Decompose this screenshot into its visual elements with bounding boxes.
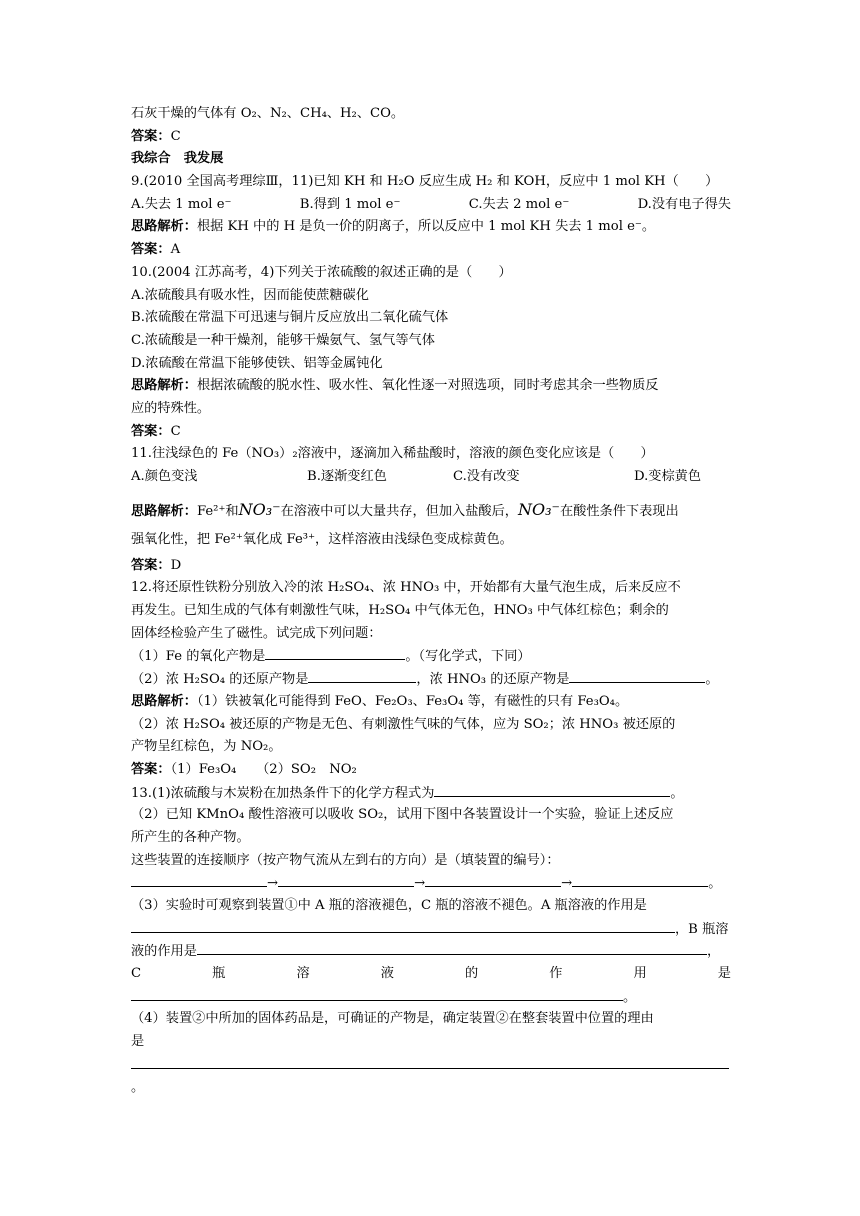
q13-part2-cont: 所产生的各种产物。	[131, 829, 250, 845]
part-text: ，B 瓶溶	[675, 921, 729, 937]
part-text: 液的作用是	[131, 944, 197, 960]
q10-analysis-cont: 应的特殊性。	[131, 400, 211, 416]
q12-analysis	[131, 691, 731, 714]
word: 溶	[296, 966, 310, 982]
q13-part2: （2）已知 KMnO₄ 酸性溶液可以吸收 SO₂，试用下图中各装置设计一个实验，验证上述反应	[131, 807, 674, 823]
answer-blank[interactable]	[572, 872, 708, 887]
q12-analysis-cont: 产物呈红棕色，为 NO₂。	[131, 739, 282, 755]
analysis-text: Fe²⁺和	[196, 503, 239, 519]
q12-part2	[131, 668, 731, 691]
q10-option-c: C.浓硫酸是一种干燥剂，能够干燥氨气、氢气等气体	[131, 332, 435, 348]
word: 的	[464, 966, 479, 982]
q9-option-b: B.得到 1 mol e⁻	[299, 196, 401, 212]
arrow-icon: →	[414, 876, 426, 892]
q12-stem-cont: 固体经检验产生了磁性。试完成下列问题：	[131, 625, 382, 641]
arrow-icon: →	[561, 876, 573, 892]
part-text: ，	[706, 944, 721, 960]
answer-value: （1）Fe₃O₄ （2）SO₂ NO₂	[170, 761, 357, 777]
q11-stem: 11.往浅绿色的 Fe（NO₃）₂溶液中，逐滴加入稀盐酸时，溶液的颜色变化应该是（ ）	[131, 446, 654, 462]
q9-option-a: A.失去 1 mol e⁻	[131, 196, 232, 212]
q11-analysis-cont: 强氧化性，把 Fe²⁺氧化成 Fe³⁺，这样溶液由浅绿色变成棕黄色。	[131, 531, 513, 547]
analysis-label: 思路解析：	[131, 693, 197, 709]
answer-blank[interactable]	[278, 872, 414, 887]
part-text: ，浓 HNO₃ 的还原产物是	[416, 672, 570, 688]
answer-line	[131, 126, 731, 149]
q13-part4: （4）装置②中所加的固体药品是，可确证的产物是，确定装置②在整套装置中位置的理由	[131, 1011, 654, 1027]
text-line: 石灰干燥的气体有 O₂、N₂、CH₄、H₂、CO。	[131, 106, 405, 121]
word: 用	[633, 966, 647, 982]
q10-analysis	[131, 375, 731, 398]
nitrate-formula: NO₃⁻	[238, 499, 281, 519]
q9-analysis	[131, 216, 731, 239]
word: C	[131, 966, 142, 982]
answer-value: D	[170, 557, 182, 573]
q9-options	[131, 194, 731, 217]
q11-options	[131, 466, 731, 489]
answer-label: 答案：	[131, 557, 171, 573]
q13-stem	[131, 782, 731, 805]
analysis-text: 在溶液中可以大量共存，但加入盐酸后，	[280, 503, 518, 519]
part-text: 。	[705, 672, 719, 688]
part-text: （1）Fe 的氧化产物是	[131, 649, 266, 665]
answer-value: C	[170, 128, 181, 144]
part-text: 。	[708, 876, 722, 892]
q12-stem: 12.将还原性铁粉分别放入冷的浓 H₂SO₄、浓 HNO₃ 中，开始都有大量气泡生成，后来反应不	[131, 580, 681, 596]
answer-blank[interactable]	[131, 1054, 729, 1069]
q12-analysis-cont: （2）浓 H₂SO₄ 被还原的产物是无色、有刺激性气味的气体，应为 SO₂；浓 HNO₃ 被还原的	[131, 716, 676, 732]
analysis-text: 根据浓硫酸的脱水性、吸水性、氧化性逐一对照选项，同时考虑其余一些物质反	[196, 378, 659, 394]
answer-label: 答案：	[131, 761, 171, 777]
part-text: （2）浓 H₂SO₄ 的还原产物是	[131, 672, 309, 688]
q13-part3-cont	[131, 963, 731, 986]
q13-part3: （3）实验时可观察到装置①中 A 瓶的溶液褪色，C 瓶的溶液不褪色。A 瓶溶液的作用是	[131, 898, 647, 913]
analysis-label: 思路解析：	[131, 219, 197, 235]
q10-stem: 10.(2004 江苏高考，4)下列关于浓硫酸的叙述正确的是（ ）	[131, 264, 512, 280]
word: 作	[549, 966, 563, 982]
q11-option-b: B.逐渐变红色	[307, 469, 387, 484]
analysis-text: 在酸性条件下表现出	[559, 503, 679, 519]
document-page	[131, 103, 731, 1099]
q12-answer	[131, 759, 731, 782]
q10-option-b: B.浓硫酸在常温下可迅速与铜片反应放出二氧化硫气体	[131, 310, 449, 326]
section-title: 我综合 我发展	[131, 151, 224, 167]
q13-part2-cont: 这些装置的连接顺序（按产物气流从左到右的方向）是（填装置的编号）：	[131, 852, 560, 868]
answer-label: 答案：	[131, 242, 171, 258]
answer-blank[interactable]	[308, 668, 416, 683]
answer-blank[interactable]	[265, 645, 405, 660]
answer-blank[interactable]	[569, 668, 705, 683]
q13-part3-cont	[131, 986, 731, 1009]
arrow-icon: →	[267, 876, 279, 892]
answer-blank[interactable]	[131, 872, 267, 887]
nitrate-formula: NO₃⁻	[517, 499, 560, 519]
word: 是	[717, 966, 731, 982]
q13-part3-cont	[131, 918, 731, 941]
analysis-label: 思路解析：	[131, 378, 197, 394]
q13-part4-end: 。	[131, 1079, 145, 1095]
q11-option-d: D.变棕黄色	[634, 469, 702, 484]
q13-order-blanks	[131, 872, 731, 895]
answer-blank[interactable]	[131, 918, 675, 933]
answer-blank[interactable]	[434, 782, 670, 797]
q11-answer	[131, 555, 731, 578]
q9-answer	[131, 239, 731, 262]
analysis-text: 根据 KH 中的 H 是负一价的阴离子，所以反应中 1 mol KH 失去 1 mol e⁻。	[196, 219, 656, 235]
q13-part4-cont: 是	[131, 1034, 145, 1050]
q10-answer	[131, 421, 731, 444]
analysis-label: 思路解析：	[131, 503, 197, 519]
part-text: 。	[623, 989, 637, 1005]
q9-stem: 9.(2010 全国高考理综Ⅲ，11)已知 KH 和 H₂O 反应生成 H₂ 和 KOH，反应中 1 mol KH（ ）	[131, 174, 719, 190]
q12-stem-cont: 再发生。已知生成的气体有刺激性气味，H₂SO₄ 中气体无色，HNO₃ 中气体红棕色；剩余的	[131, 603, 669, 619]
q13-part4-cont	[131, 1054, 731, 1077]
answer-blank[interactable]	[197, 940, 707, 955]
part-text: 13.(1)浓硫酸与木炭粉在加热条件下的化学方程式为	[131, 785, 435, 801]
q10-option-d: D.浓硫酸在常温下能够使铁、铝等金属钝化	[131, 355, 383, 371]
answer-value: A	[170, 242, 181, 258]
q11-analysis	[131, 495, 731, 525]
analysis-text: （1）铁被氧化可能得到 FeO、Fe₂O₃、Fe₃O₄ 等，有磁性的只有 Fe₃O₄。	[196, 693, 629, 709]
q9-option-d: D.没有电子得失	[637, 196, 731, 212]
q10-option-a: A.浓硫酸具有吸水性，因而能使蔗糖碳化	[131, 287, 369, 303]
part-text: 。（写化学式，下同）	[405, 649, 531, 665]
answer-blank[interactable]	[425, 872, 561, 887]
part-text: 。	[670, 785, 684, 801]
q11-option-a: A.颜色变浅	[131, 469, 198, 484]
q9-option-c: C.失去 2 mol e⁻	[468, 196, 570, 212]
word: 液	[380, 966, 394, 982]
q12-part1	[131, 645, 731, 668]
answer-value: C	[170, 423, 181, 439]
word: 瓶	[212, 966, 226, 982]
answer-label: 答案：	[131, 128, 171, 144]
answer-blank[interactable]	[131, 986, 623, 1001]
q11-option-c: C.没有改变	[453, 469, 520, 484]
answer-label: 答案：	[131, 423, 171, 439]
q13-part3-cont	[131, 940, 731, 963]
